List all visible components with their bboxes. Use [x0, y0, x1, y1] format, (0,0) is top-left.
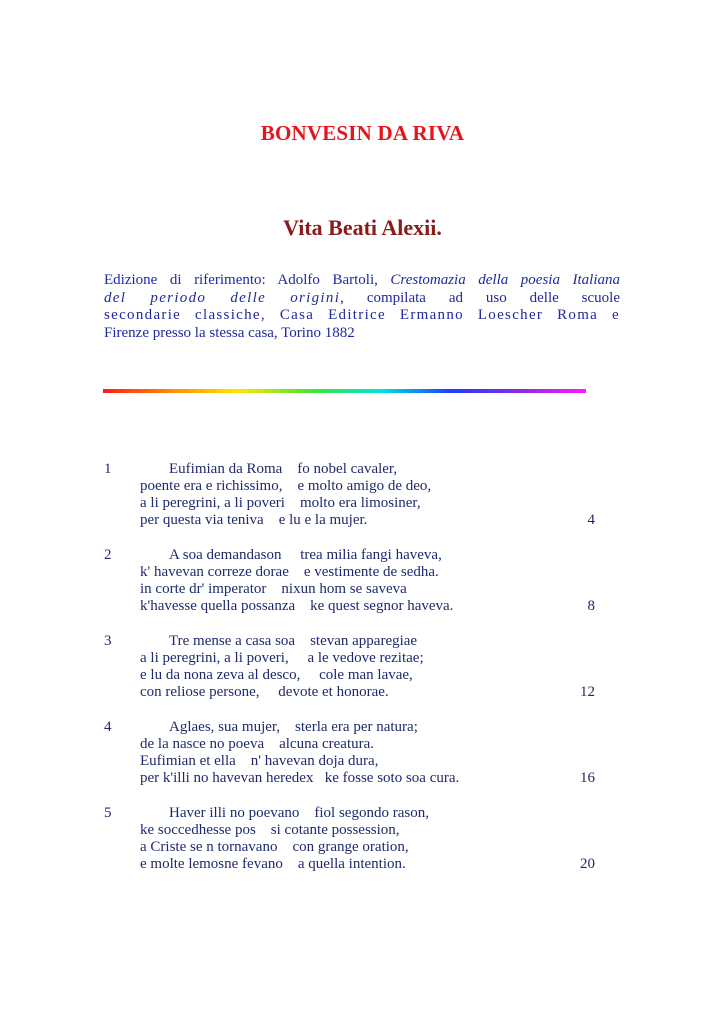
edition-line-1 [104, 272, 620, 290]
verse-line: per k'illi no havevan heredex ke fosse soto soa cura. [140, 770, 460, 786]
author-heading: BONVESIN DA RIVA [260, 121, 465, 145]
work-title: Vita Beati Alexii. [283, 215, 442, 240]
verse-line: k' havevan correze dorae e vestimente de sedha. [140, 564, 439, 580]
verse-line: a li peregrini, a li poveri molto era limosiner, [140, 495, 421, 511]
poem-stanzas [0, 461, 725, 891]
stanza [0, 633, 725, 719]
verse-line: per questa via teniva e lu e la mujer. [140, 512, 368, 528]
stanza-number: 4 [104, 719, 112, 735]
stanza-number: 1 [104, 461, 112, 477]
stanza-number: 2 [104, 547, 112, 563]
verse-line-number: 4 [587, 512, 595, 528]
stanza [0, 547, 725, 633]
verse-line: con reliose persone, devote et honorae. [140, 684, 389, 700]
verse-line: Eufimian da Roma fo nobel cavaler, [169, 461, 398, 477]
verse-line-number: 20 [580, 856, 595, 872]
stanza [0, 719, 725, 805]
verse-line: e lu da nona zeva al desco, cole man lavae, [140, 667, 413, 683]
verse-line: e molte lemosne fevano a quella intention. [140, 856, 406, 872]
stanza [0, 805, 725, 891]
rainbow-divider [103, 389, 586, 393]
verse-line: ke soccedhesse pos si cotante possession, [140, 822, 400, 838]
edition-book-subtitle: del periodo delle origini [104, 289, 341, 306]
verse-line: Aglaes, sua mujer, sterla era per natura; [169, 719, 418, 735]
verse-line: de la nasce no poeva alcuna creatura. [140, 736, 375, 752]
edition-prefix: Edizione di riferimento: Adolfo Bartoli, [104, 272, 378, 288]
verse-line: A soa demandason trea milia fangi haveva, [169, 547, 442, 563]
edition-line-2 [104, 290, 620, 308]
verse-line: Haver illi no poevano fiol segondo rason, [169, 805, 429, 821]
verse-line: Eufimian et ella n' havevan doja dura, [140, 753, 379, 769]
verse-line: k'havesse quella possanza ke quest segnor haveva. [140, 598, 454, 614]
verse-line: a li peregrini, a li poveri, a le vedove rezitae; [140, 650, 424, 666]
verse-line-number: 8 [587, 598, 595, 614]
edition-line-4: Firenze presso la stessa casa, Torino 1882 [104, 324, 355, 341]
stanza-number: 5 [104, 805, 112, 821]
stanza [0, 461, 725, 547]
verse-line: poente era e richissimo, e molto amigo de deo, [140, 478, 432, 494]
edition-line-3: secondarie classiche, Casa Editrice Ermanno Loescher Roma e [104, 307, 620, 323]
verse-line: in corte dr' imperator nixun hom se saveva [140, 581, 407, 597]
edition-book-title: Crestomazia della poesia Italiana [390, 272, 620, 288]
verse-line: a Criste se n tornavano con grange oration, [140, 839, 409, 855]
edition-purpose: , compilata ad uso delle scuole [340, 289, 621, 306]
edition-note [104, 272, 620, 342]
verse-line-number: 16 [580, 770, 595, 786]
verse-line: Tre mense a casa soa stevan apparegiae [169, 633, 418, 649]
verse-line-number: 12 [580, 684, 595, 700]
stanza-number: 3 [104, 633, 112, 649]
